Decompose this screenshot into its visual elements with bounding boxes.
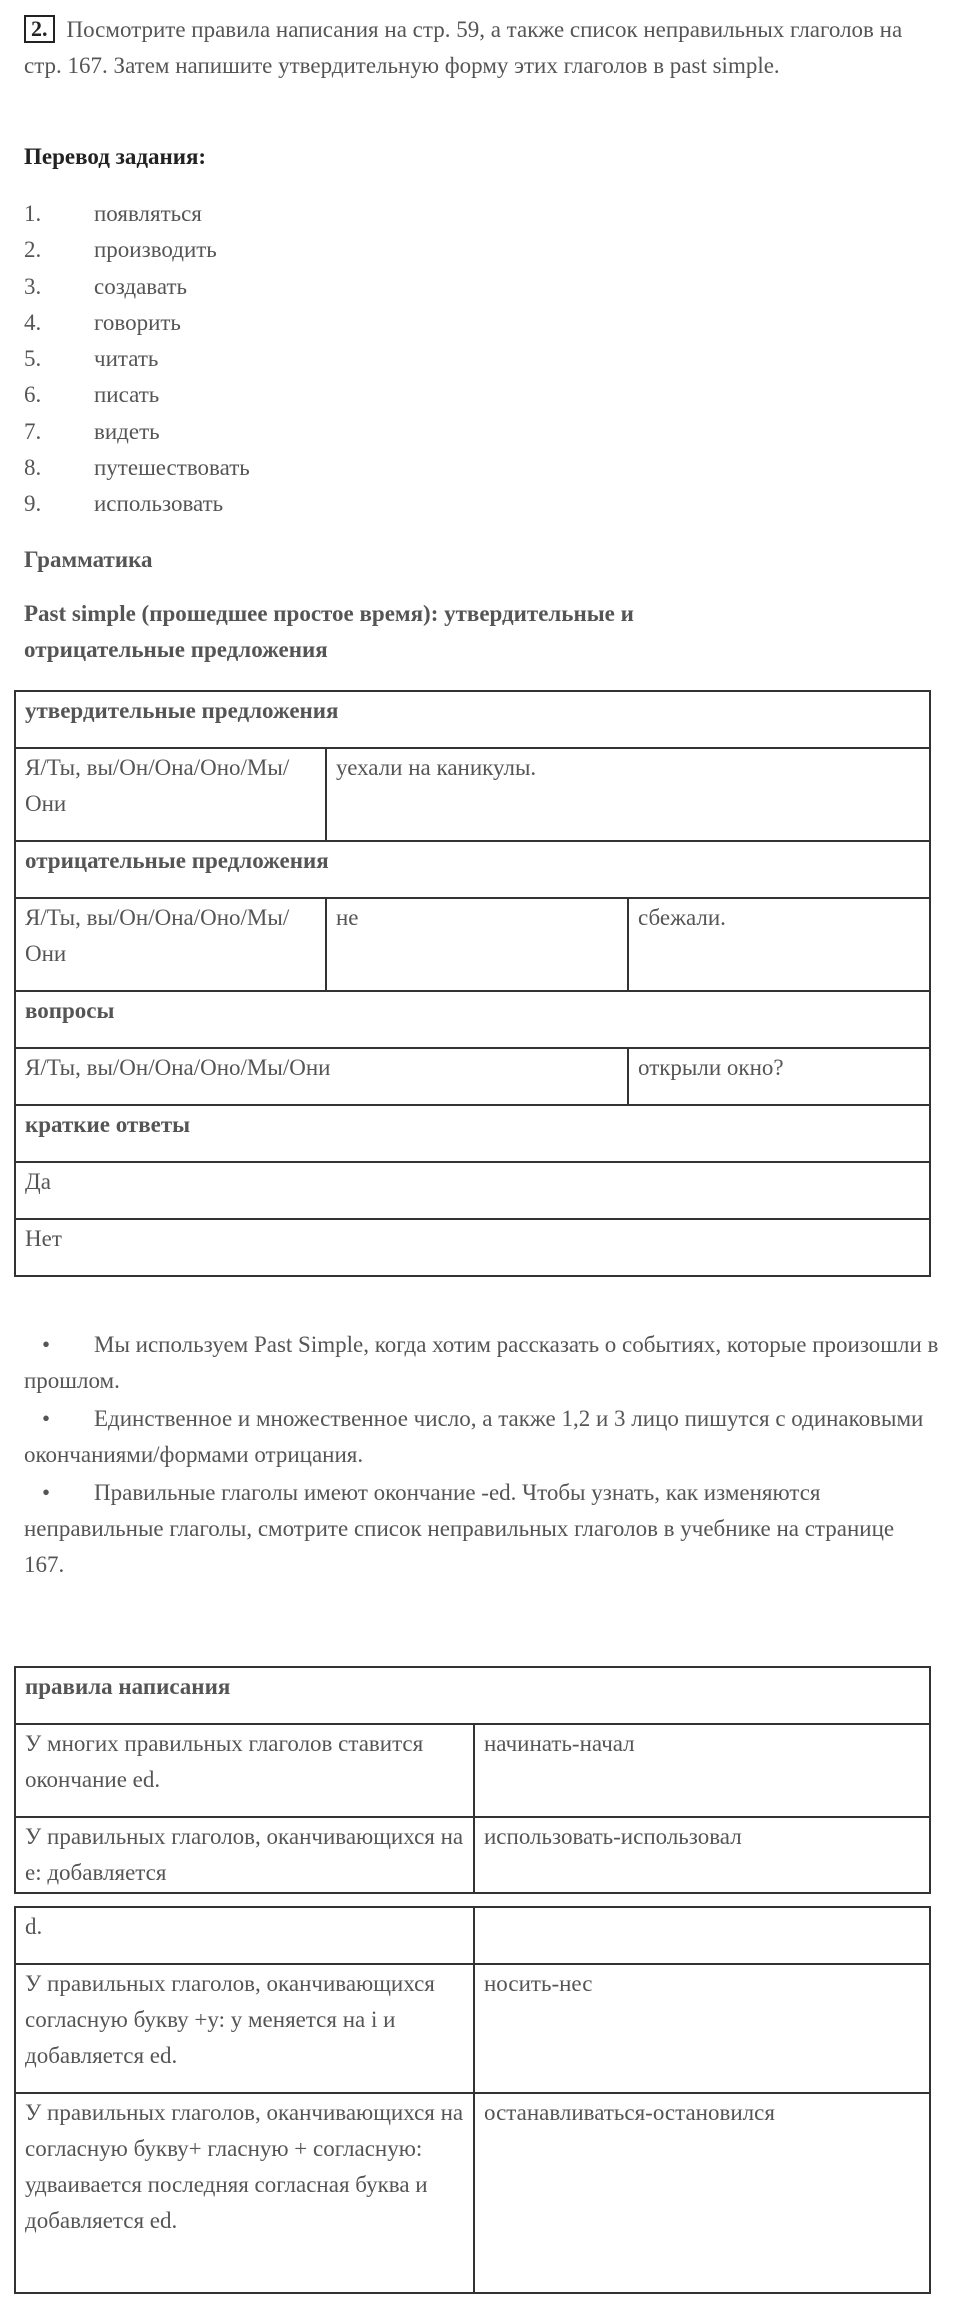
bullet-icon: • [42, 1480, 51, 1505]
spelling-rule: У правильных глаголов, оканчивающихся на согласную букву+ гласную + согласную: удваивается последняя согласная буква и добавляется ed. [15, 2093, 474, 2293]
spelling-example [474, 1907, 930, 1964]
list-item: 1. появляться [24, 201, 202, 226]
grammar-table [14, 690, 931, 1277]
spelling-example: начинать-начал [474, 1724, 930, 1817]
affirmative-rest: уехали на каникулы. [326, 748, 930, 841]
verb-list [24, 196, 250, 523]
bullet-icon: • [42, 1406, 51, 1431]
spelling-table-continued [14, 1906, 931, 2294]
spelling-example: носить-нес [474, 1964, 930, 2093]
affirmative-subject: Я/Ты, вы/Он/Она/Оно/Мы/Они [15, 748, 326, 841]
list-item: 9. использовать [24, 491, 224, 517]
short-answer-no: Нет [15, 1219, 930, 1276]
spelling-rule: У многих правильных глаголов ставится окончание ed. [15, 1724, 474, 1817]
spelling-rule: У правильных глаголов, оканчивающихся на е: добавляется [15, 1817, 474, 1893]
task-text: Посмотрите правила написания на стр. 59, а также список неправильных глаголов на стр. 167. Затем напишите утвердительную форму этих глаголов в past simple. [24, 17, 903, 78]
questions-header: вопросы [15, 991, 930, 1048]
spelling-header: правила написания [15, 1667, 930, 1724]
task-number: 2. [24, 15, 55, 43]
spelling-table [14, 1666, 931, 1894]
bullet-icon: • [42, 1332, 51, 1357]
bullet-list [24, 1327, 939, 1585]
list-item: • Единственное и множественное число, а также 1,2 и 3 лицо пишутся с одинаковыми окончаниями/формами отрицания. [24, 1401, 939, 1473]
spelling-example: останавливаться-остановился [474, 2093, 930, 2293]
negative-not: не [326, 898, 628, 991]
list-item: • Мы используем Past Simple, когда хотим рассказать о событиях, которые произошли в прошлом. [24, 1327, 939, 1399]
list-item: 6. писать [24, 382, 160, 408]
negative-header: отрицательные предложения [15, 841, 930, 898]
affirmative-header: утвердительные предложения [15, 691, 930, 748]
list-item: 8. путешествовать [24, 455, 250, 481]
short-answers-header: краткие ответы [15, 1105, 930, 1162]
spelling-rule: У правильных глаголов, оканчивающихся согласную букву +у: у меняется на i и добавляется ed. [15, 1964, 474, 2093]
spelling-rule: d. [15, 1907, 474, 1964]
questions-rest: открыли окно? [628, 1048, 930, 1105]
list-item: 5. читать [24, 346, 159, 372]
list-item: • Правильные глаголы имеют окончание -ed. Чтобы узнать, как изменяются неправильные глаголы, смотрите список неправильных глаголов в учебнике на странице 167. [24, 1475, 939, 1583]
list-item: 7. видеть [24, 418, 160, 444]
list-item: 3. создавать [24, 273, 187, 299]
spelling-example: использовать-использовал [474, 1817, 930, 1893]
translation-heading: Перевод задания: [24, 144, 207, 169]
grammar-heading: Грамматика [24, 547, 153, 572]
negative-rest: сбежали. [628, 898, 930, 991]
short-answer-yes: Да [15, 1162, 930, 1219]
task-paragraph [24, 12, 939, 84]
list-item: 2. производить [24, 237, 217, 263]
questions-subject: Я/Ты, вы/Он/Она/Оно/Мы/Они [15, 1048, 628, 1105]
negative-subject: Я/Ты, вы/Он/Она/Оно/Мы/Они [15, 898, 326, 991]
list-item: 4. говорить [24, 309, 181, 335]
grammar-subheading: Past simple (прошедшее простое время): утвердительные и отрицательные предложения [24, 601, 634, 662]
